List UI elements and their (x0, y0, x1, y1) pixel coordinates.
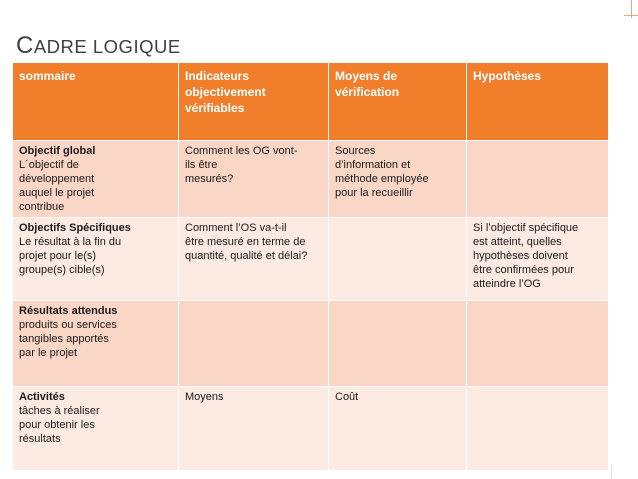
row-label: Objectif global (19, 145, 96, 157)
row-label-cell (13, 218, 179, 301)
row-label-cell (13, 387, 179, 471)
verification-cell (329, 218, 467, 301)
verification-cell: Sources d’information et méthode employée pour la recueillir (329, 141, 467, 218)
assumptions-cell (467, 301, 609, 387)
indicators-cell: Moyens (179, 387, 329, 471)
slide-title-initial: C (16, 32, 34, 59)
table-row (13, 218, 609, 301)
corner-decoration-line (624, 15, 638, 16)
header-row (13, 63, 609, 141)
row-label: Objectifs Spécifiques (19, 222, 131, 234)
row-label-detail: L´objectif de développement auquel le projet contribue (19, 159, 95, 213)
row-label-detail: Le résultat à la fin du projet pour le(s) groupe(s) cible(s) (19, 236, 122, 276)
assumptions-cell (467, 141, 609, 218)
row-label-cell (13, 141, 179, 218)
indicators-cell: Comment les OG vont- ils être mesurés? (179, 141, 329, 218)
verification-cell (329, 301, 467, 387)
header-cell-assumptions: Hypothèses (467, 63, 609, 141)
assumptions-cell: Si l’objectif spécifique est atteint, quelles hypothèses doivent être confirmées pour atteindre l’OG (467, 218, 609, 301)
header-cell-verification: Moyens de vérification (329, 63, 467, 141)
row-label: Activités (19, 391, 65, 403)
indicators-cell: Comment l’OS va-t-il être mesuré en terme de quantité, qualité et délai? (179, 218, 329, 301)
slide-title-rest: ADRE LOGIQUE (33, 36, 181, 57)
row-label-detail: produits ou services tangibles apportés par le projet (19, 319, 117, 359)
indicators-cell (179, 301, 329, 387)
assumptions-cell (467, 387, 609, 471)
logical-framework-table (12, 62, 609, 471)
row-label-cell (13, 301, 179, 387)
table-row (13, 301, 609, 387)
bottom-decoration-line (611, 465, 612, 479)
header-cell-indicators: Indicateurs objectivement vérifiables (179, 63, 329, 141)
row-label: Résultats attendus (19, 305, 118, 317)
verification-cell: Coût (329, 387, 467, 471)
table-row (13, 141, 609, 218)
header-cell-summary: sommaire (13, 63, 179, 141)
slide-title (16, 26, 181, 58)
table-row (13, 387, 609, 471)
row-label-detail: tâches à réaliser pour obtenir les résultats (19, 405, 100, 445)
